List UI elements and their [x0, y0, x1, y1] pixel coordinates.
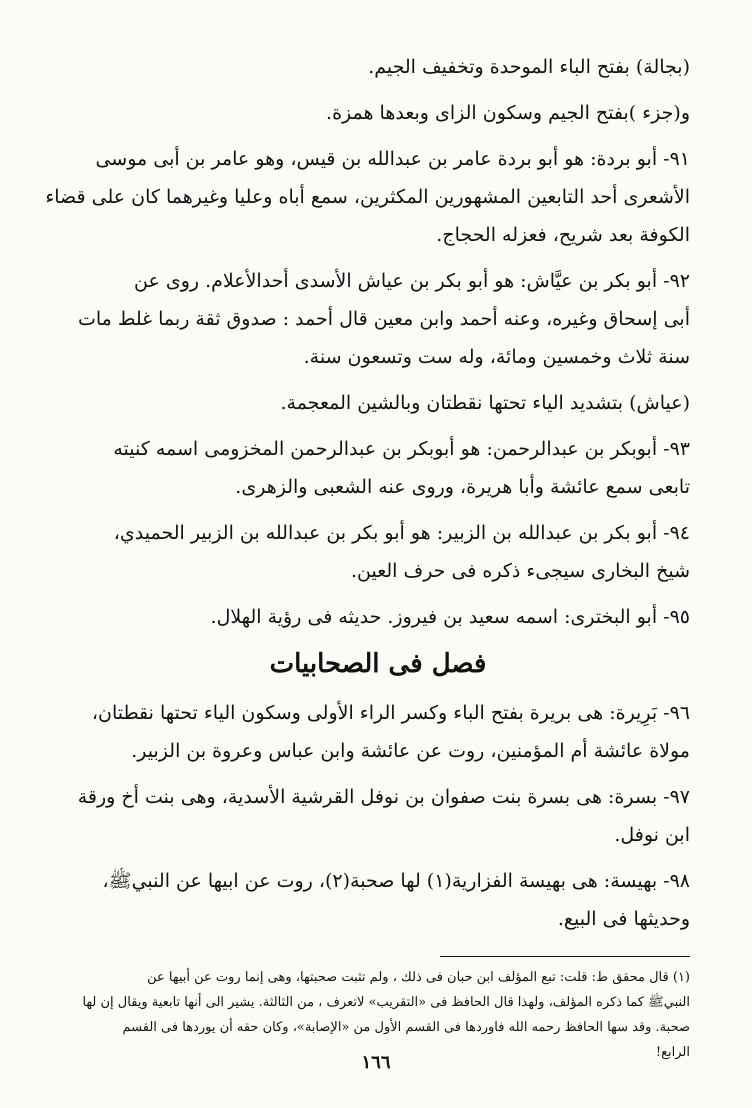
text-line: ٩٥- أبو البخترى: اسمه سعيد بن فيروز. حديثه فى رؤية الهلال. [210, 606, 690, 628]
entry-97 [66, 778, 690, 854]
entry-91 [45, 140, 690, 254]
entry-92 [66, 262, 690, 376]
entry-98 [66, 862, 690, 938]
entry-94 [66, 514, 690, 590]
paragraph-ayyash [66, 384, 690, 422]
text-line: (بجالة) بفتح الباء الموحدة وتخفيف الجيم. [368, 56, 690, 78]
text-line: الكوفة بعد شريح، فعزله الحجاج. [436, 224, 690, 246]
text-line: و(جزء )بفتح الجيم وسكون الزاى وبعدها همزة. [326, 102, 690, 124]
entry-95 [66, 598, 690, 636]
sahabiyat-block [66, 694, 690, 938]
footnote-line: صحبة. وقد سها الحافظ رحمه الله فاوردها فى القسم الأول من «الإصابة»، وكان حقه أن يوردها فى القسم [122, 1020, 690, 1035]
text-line: ابن نوفل. [614, 824, 690, 846]
footnote-divider [440, 956, 690, 957]
entry-96 [66, 694, 690, 770]
text-line: أبى إسحاق وغيره، وعنه أحمد وابن معين قال أحمد : صدوق ثقة ربما غلط مات [77, 308, 690, 330]
page-number: ١٦٦ [361, 1052, 391, 1073]
text-line: ٩٣- أبوبكر بن عبدالرحمن: هو أبوبكر بن عبدالرحمن المخزومى اسمه كنيته [113, 438, 690, 460]
text-line: ٩٨- بهيسة: هى بهيسة الفزارية(١) لها صحبة(٢)، روت عن ابيها عن النبيﷺ، [102, 870, 690, 892]
text-line: شيخ البخارى سيجىء ذكره فى حرف العين. [350, 560, 690, 582]
paragraph-bijala [66, 48, 690, 86]
text-line: ٩٦- بَرِيرة: هى بريرة بفتح الباء وكسر الراء الأولى وسكون الياء تحتها نقطتان، [91, 702, 690, 724]
text-line: ٩١- أبو بردة: هو أبو بردة عامر بن عبدالله بن قيس، وهو عامر بن أبى موسى [95, 148, 690, 170]
footnotes [66, 965, 690, 1065]
text-line: (عياش) بتشديد الياء تحتها نقطتان وبالشين المعجمة. [280, 392, 690, 414]
paragraph-juz [66, 94, 690, 132]
text-line: الأشعرى أحد التابعين المشهورين المكثرين، سمع أباه وعليا وغيرهما كان على قضاء [45, 186, 690, 208]
text-line: ٩٤- أبو بكر بن عبدالله بن الزبير: هو أبو بكر بن عبدالله بن الزبير الحميدي، [113, 522, 690, 544]
section-heading: فصل فى الصحابيات [269, 649, 487, 679]
footnote-line: النبيﷺ كما ذكره المؤلف، ولهذا قال الحافظ فى «التقريب» لاتعرف ، من الثالثة. يشير الى أنها تابعية ويقال إن لها [82, 995, 690, 1010]
text-line: وحديثها فى البيع. [557, 908, 690, 930]
text-line: تابعى سمع عائشة وأبا هريرة، وروى عنه الشعبى والزهرى. [235, 476, 690, 498]
text-line: ٩٧- بسرة: هى بسرة بنت صفوان بن نوفل القرشية الأسدية، وهى بنت أخ ورقة [77, 786, 690, 808]
footnote-line: الرابع! [655, 1045, 690, 1060]
entries-block [45, 48, 690, 636]
text-line: مولاة عائشة أم المؤمنين، روت عن عائشة وابن عباس وعروة بن الزبير. [131, 740, 690, 762]
footnote-line: (١) قال محقق ط: قلت: تبع المؤلف ابن حبان فى ذلك ، ولم تثبت صحبتها، وهى إنما روت عن أبيها عن [147, 970, 690, 985]
text-line: ٩٢- أبو بكر بن عيَّاش: هو أبو بكر بن عياش الأسدى أحدالأعلام. روى عن [134, 270, 690, 292]
entry-93 [66, 430, 690, 506]
text-line: سنة ثلاث وخمسين ومائة، وله ست وتسعون سنة. [303, 346, 690, 368]
